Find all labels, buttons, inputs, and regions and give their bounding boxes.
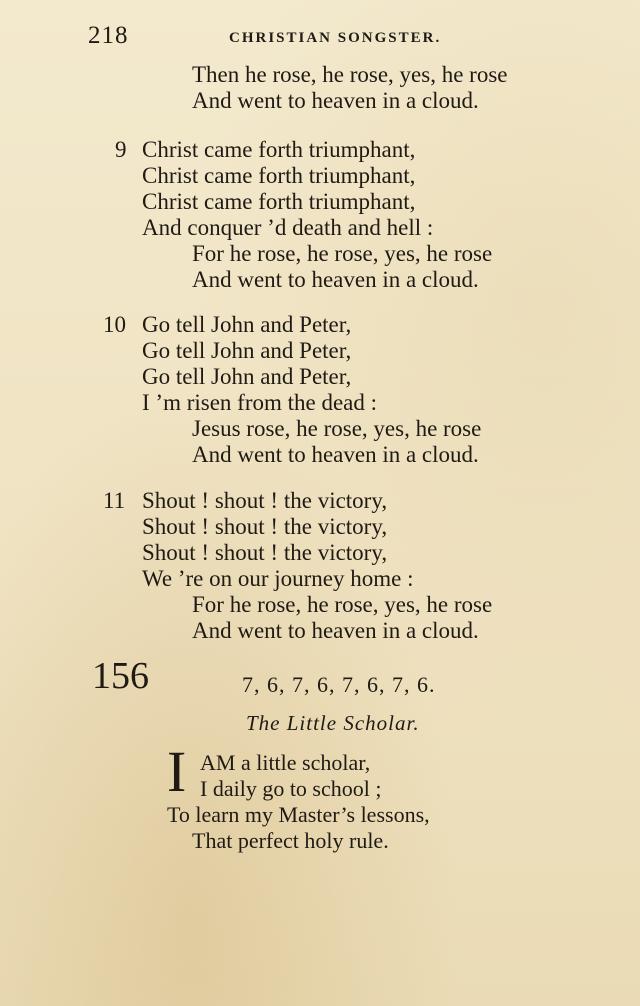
verse-number: 11 xyxy=(103,488,126,513)
verse-number: 10 xyxy=(103,312,126,337)
hymn-line: That perfect holy rule. xyxy=(192,828,389,853)
verse-chorus-line: And went to heaven in a cloud. xyxy=(192,618,479,643)
verse-line: Go tell John and Peter, xyxy=(142,312,352,337)
verse-line: Shout ! shout ! the victory, xyxy=(142,488,388,513)
verse-line: Christ came forth triumphant, xyxy=(142,137,416,162)
verse-line: Christ came forth triumphant, xyxy=(142,163,416,188)
hymn-meter: 7, 6, 7, 6, 7, 6, 7, 6. xyxy=(242,672,436,697)
page-number: 218 xyxy=(88,22,129,49)
verse-line: Shout ! shout ! the victory, xyxy=(142,540,388,565)
verse-chorus-line: For he rose, he rose, yes, he rose xyxy=(192,592,493,617)
hymn-line: AM a little scholar, xyxy=(200,750,371,775)
hymn-title: The Little Scholar. xyxy=(246,711,420,735)
verse-line: I ’m risen from the dead : xyxy=(142,390,378,415)
verse-line: Shout ! shout ! the victory, xyxy=(142,514,388,539)
hymn-number: 156 xyxy=(92,655,149,697)
verse-chorus-line: For he rose, he rose, yes, he rose xyxy=(192,241,493,266)
drop-cap: I xyxy=(167,739,187,804)
running-title: CHRISTIAN SONGSTER. xyxy=(229,30,442,46)
verse-chorus-line: And went to heaven in a cloud. xyxy=(192,267,479,292)
verse-line: Go tell John and Peter, xyxy=(142,364,352,389)
continuation-line: And went to heaven in a cloud. xyxy=(192,88,479,113)
hymn-line: I daily go to school ; xyxy=(200,776,382,801)
verse-chorus-line: And went to heaven in a cloud. xyxy=(192,442,479,467)
hymn-line: To learn my Master’s lessons, xyxy=(167,802,430,827)
verse-number: 9 xyxy=(115,137,127,162)
page-header xyxy=(88,22,488,52)
verse-line: Go tell John and Peter, xyxy=(142,338,352,363)
verse-line: Christ came forth triumphant, xyxy=(142,189,416,214)
verse-chorus-line: Jesus rose, he rose, yes, he rose xyxy=(192,416,482,441)
continuation-line: Then he rose, he rose, yes, he rose xyxy=(192,62,508,87)
verse-line: We ’re on our journey home : xyxy=(142,566,414,591)
verse-line: And conquer ’d death and hell : xyxy=(142,215,434,240)
